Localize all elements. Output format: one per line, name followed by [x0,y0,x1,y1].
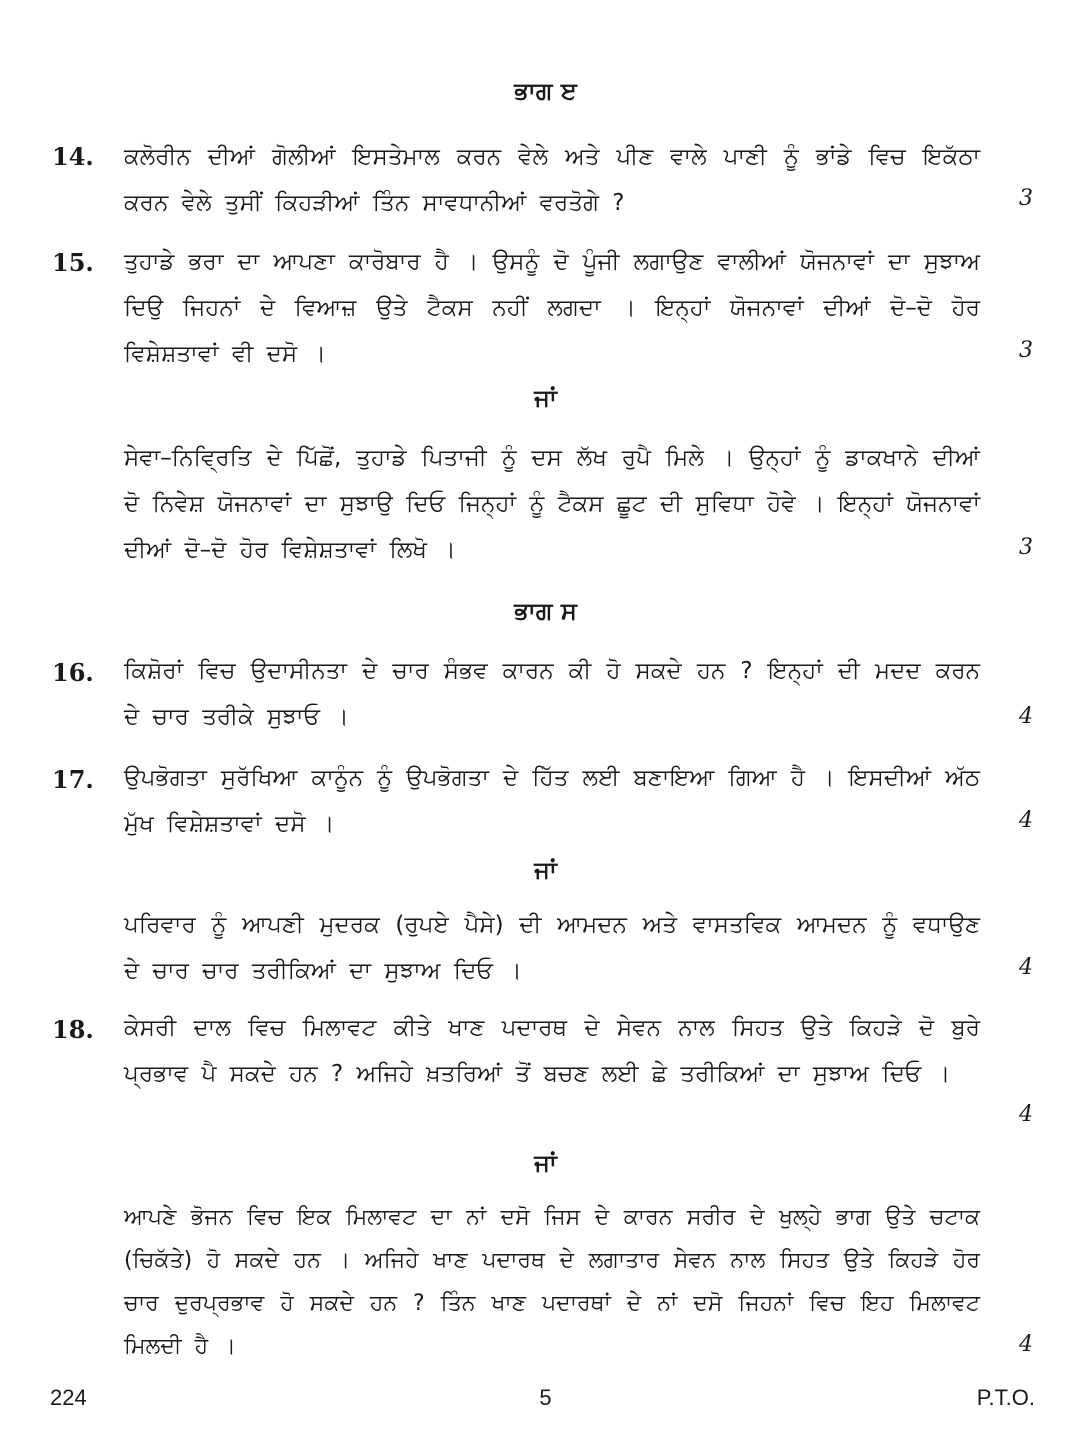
question-number-14: 14. [52,142,94,171]
marks-18: 4 [1019,1102,1033,1127]
question-alt-text-18: ਆਪਣੇ ਭੋਜਨ ਵਿਚ ਇਕ ਮਿਲਾਵਟ ਦਾ ਨਾਂ ਦਸੋ ਜਿਸ ਦੇ ਕਾਰਨ ਸਰੀਰ ਦੇ ਖੁਲ੍ਹੇ ਭਾਗ ਉਤੇ ਚਟਾਕ (ਚਿਕੱਤੇ) ਹੋ ਸਕਦੇ ਹਨ । ਅਜਿਹੇ ਖਾਣ ਪਦਾਰਥ ਦੇ ਲਗਾਤਾਰ ਸੇਵਨ ਨਾਲ ਸਿਹਤ ਉਤੇ ਕਿਹੜੇ ਹੋਰ ਚਾਰ ਦੁਰਪ੍ਰਭਾਵ ਹੋ ਸਕਦੇ ਹਨ ? ਤਿੰਨ ਖਾਣ ਪਦਾਰਥਾਂ ਦੇ ਨਾਂ ਦਸੋ ਜਿਹਨਾਂ ਵਿਚ ਇਹ ਮਿਲਾਵਟ ਮਿਲਦੀ ਹੈ । [124,1205,980,1359]
alt-marks-18: 4 [1019,1332,1033,1357]
question-number-16: 16. [52,658,94,687]
alt-marks-17: 4 [1019,955,1033,980]
marks-17: 4 [1019,808,1033,833]
question-text-14: ਕਲੋਰੀਨ ਦੀਆਂ ਗੋਲੀਆਂ ਇਸਤੇਮਾਲ ਕਰਨ ਵੇਲੇ ਅਤੇ ਪੀਣ ਵਾਲੇ ਪਾਣੀ ਨੂੰ ਭਾਂਡੇ ਵਿਚ ਇਕੱਠਾ ਕਰਨ ਵੇਲੇ ਤੁਸੀਂ ਕਿਹੜੀਆਂ ਤਿੰਨ ਸਾਵਧਾਨੀਆਂ ਵਰਤੋਗੇ ? [124,144,980,216]
question-text-18: ਕੇਸਰੀ ਦਾਲ ਵਿਚ ਮਿਲਾਵਟ ਕੀਤੇ ਖਾਣ ਪਦਾਰਥ ਦੇ ਸੇਵਨ ਨਾਲ ਸਿਹਤ ਉਤੇ ਕਿਹੜੇ ਦੋ ਬੁਰੇ ਪ੍ਰਭਾਵ ਪੈ ਸਕਦੇ ਹਨ ? ਅਜਿਹੇ ਖ਼ਤਰਿਆਂ ਤੋਂ ਬਚਣ ਲਈ ਛੇ ਤਰੀਕਿਆਂ ਦਾ ਸੁਝਾਅ ਦਿਓ । [124,1015,980,1087]
marks-15: 3 [1019,338,1033,363]
question-number-17: 17. [52,765,94,794]
question-text-16: ਕਿਸ਼ੋਰਾਂ ਵਿਚ ਉਦਾਸੀਨਤਾ ਦੇ ਚਾਰ ਸੰਭਵ ਕਾਰਨ ਕੀ ਹੋ ਸਕਦੇ ਹਨ ? ਇਨ੍ਹਾਂ ਦੀ ਮਦਦ ਕਰਨ ਦੇ ਚਾਰ ਤਰੀਕੇ ਸੁਝਾਓ । [124,658,980,730]
section-heading-s: ਭਾਗ ਸ [514,597,577,625]
question-text-15: ਤੁਹਾਡੇ ਭਰਾ ਦਾ ਆਪਣਾ ਕਾਰੋਬਾਰ ਹੈ । ਉਸਨੂੰ ਦੋ ਪੂੰਜੀ ਲਗਾਉਣ ਵਾਲੀਆਂ ਯੋਜਨਾਵਾਂ ਦਾ ਸੁਝਾਅ ਦਿਉ ਜਿਹਨਾਂ ਦੇ ਵਿਆਜ਼ ਉਤੇ ਟੈਕਸ ਨਹੀਂ ਲਗਦਾ । ਇਨ੍ਹਾਂ ਯੋਜਨਾਵਾਂ ਦੀਆਂ ਦੋ–ਦੋ ਹੋਰ ਵਿਸ਼ੇਸ਼ਤਾਵਾਂ ਵੀ ਦਸੋ । [124,249,980,367]
question-number-18: 18. [52,1015,94,1044]
question-alt-text-17: ਪਰਿਵਾਰ ਨੂੰ ਆਪਣੀ ਮੁਦਰਕ (ਰੁਪਏ ਪੈਸੇ) ਦੀ ਆਮਦਨ ਅਤੇ ਵਾਸਤਵਿਕ ਆਮਦਨ ਨੂੰ ਵਧਾਉਣ ਦੇ ਚਾਰ ਚਾਰ ਤਰੀਕਿਆਂ ਦਾ ਸੁਝਾਅ ਦਿਓ । [124,912,980,984]
alt-marks-15: 3 [1019,535,1033,560]
or-separator-15: ਜਾਂ [534,384,557,412]
page-number: 5 [539,1385,552,1410]
question-number-15: 15. [52,248,94,277]
footer-code: 224 [50,1385,87,1410]
section-heading-e: ਭਾਗ ੲ [514,77,577,105]
marks-14: 3 [1019,186,1033,211]
marks-16: 4 [1019,704,1033,729]
footer-pto: P.T.O. [976,1385,1035,1410]
or-separator-18: ਜਾਂ [534,1149,557,1177]
or-separator-17: ਜਾਂ [534,856,557,884]
question-text-17: ਉਪਭੋਗਤਾ ਸੁਰੱਖਿਆ ਕਾਨੂੰਨ ਨੂੰ ਉਪਭੋਗਤਾ ਦੇ ਹਿੱਤ ਲਈ ਬਣਾਇਆ ਗਿਆ ਹੈ । ਇਸਦੀਆਂ ਅੱਠ ਮੁੱਖ ਵਿਸ਼ੇਸ਼ਤਾਵਾਂ ਦਸੋ । [124,765,980,837]
question-alt-text-15: ਸੇਵਾ–ਨਿਵ੍ਰਿਤਿ ਦੇ ਪਿੱਛੋਂ, ਤੁਹਾਡੇ ਪਿਤਾਜੀ ਨੂੰ ਦਸ ਲੱਖ ਰੁਪੈ ਮਿਲੇ । ਉਨ੍ਹਾਂ ਨੂੰ ਡਾਕਖਾਨੇ ਦੀਆਂ ਦੋ ਨਿਵੇਸ਼ ਯੋਜਨਾਵਾਂ ਦਾ ਸੁਝਾਉ ਦਿਓ ਜਿਨ੍ਹਾਂ ਨੂੰ ਟੈਕਸ ਛੂਟ ਦੀ ਸੁਵਿਧਾ ਹੋਵੇ । ਇਨ੍ਹਾਂ ਯੋਜਨਾਵਾਂ ਦੀਆਂ ਦੋ–ਦੋ ਹੋਰ ਵਿਸ਼ੇਸ਼ਤਾਵਾਂ ਲਿਖੋ । [124,445,980,563]
